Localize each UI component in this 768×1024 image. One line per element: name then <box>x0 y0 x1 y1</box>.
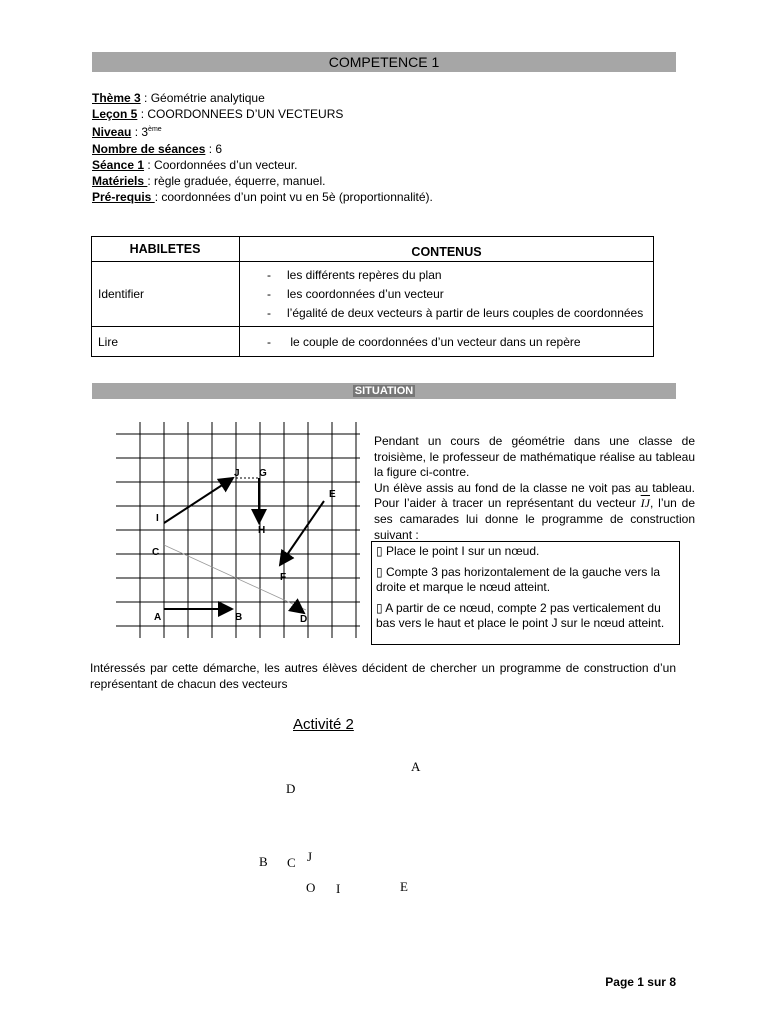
competence-banner <box>92 52 676 72</box>
header-contenus: CONTENUS <box>240 237 654 262</box>
table-header-row <box>92 237 654 262</box>
label-f: F <box>280 572 287 583</box>
habilete-cell: Identifier <box>92 262 240 327</box>
habiletes-table <box>91 236 654 357</box>
vector-grid-figure <box>110 420 365 642</box>
materiels-line: Matériels : règle graduée, équerre, manuel. <box>92 174 326 189</box>
activity-point-d: D <box>286 781 296 796</box>
grid-lines <box>116 422 360 638</box>
prerequis-line: Pré-requis : coordonnées d’un point vu en 5è (proportionnalité). <box>92 190 433 205</box>
lesson-meta <box>92 90 433 205</box>
contenus-cell <box>240 327 654 357</box>
label-e: E <box>329 489 336 500</box>
d-arrow <box>296 607 304 613</box>
habilete-cell: Lire <box>92 327 240 357</box>
table-row <box>92 327 654 357</box>
theme-line: Thème 3 : Géométrie analytique <box>92 91 265 105</box>
activity-point-b: B <box>259 854 268 869</box>
list-item: - le couple de coordonnées d’un vecteur dans un repère <box>267 334 581 349</box>
label-a: A <box>154 612 162 623</box>
list-item: - les coordonnées d’un vecteur <box>267 287 444 301</box>
niveau-line: Niveau : 3ème <box>92 125 162 140</box>
situation-title: SITUATION <box>354 385 414 397</box>
label-c: C <box>152 547 160 558</box>
label-g: G <box>259 468 267 479</box>
list-item: - l’égalité de deux vecteurs à partir de leurs couples de coordonnées <box>267 306 644 320</box>
lecon-line: Leçon 5 : COORDONNEES D’UN VECTEURS <box>92 107 344 122</box>
situation-banner <box>92 383 676 399</box>
activity-point-e: E <box>400 879 408 894</box>
seance-line: Séance 1 : Coordonnées d’un vecteur. <box>92 157 298 172</box>
vector-ef <box>280 501 324 565</box>
table-row <box>92 262 654 327</box>
follow-up-text: Intéressés par cette démarche, les autres élèves décident de chercher un programme de construction d’un représentant de chacun des vecteurs <box>90 661 676 691</box>
label-i: I <box>156 513 159 524</box>
situation-paragraph-2: Un élève assis au fond de la classe ne voit pas au tableau. Pour l’aider à tracer un représentant du vecteur $\overline{IJ}$, l’un de ses camarades lui donne le programme de construction suivant : <box>374 480 695 542</box>
activity-title: Activité 2 <box>293 716 354 733</box>
construction-program-box <box>371 541 680 645</box>
situation-text <box>374 434 695 543</box>
program-step: ▯ A partir de ce nœud, compte 2 pas verticalement du bas vers le haut et place le point J sur le nœud atteint. <box>376 600 665 630</box>
program-step: ▯ Compte 3 pas horizontalement de la gauche vers la droite et marque le nœud atteint. <box>376 564 661 594</box>
activity-point-o: O <box>306 880 316 895</box>
program-step: ▯ Place le point I sur un nœud. <box>376 544 540 558</box>
activity-point-c: C <box>287 855 296 870</box>
label-b: B <box>235 612 243 623</box>
label-h: H <box>258 525 266 536</box>
label-j: J <box>234 468 240 479</box>
seances-line: Nombre de séances : 6 <box>92 141 223 156</box>
list-item: - les différents repères du plan <box>267 268 442 282</box>
competence-title: COMPETENCE 1 <box>328 54 440 70</box>
label-d: D <box>300 614 308 625</box>
page-number: Page 1 sur 8 <box>605 975 676 989</box>
activity-point-a: A <box>411 759 421 774</box>
vector-ij <box>164 478 233 523</box>
situation-paragraph-1: Pendant un cours de géométrie dans une classe de troisième, le professeur de mathématique réalise au tableau la figure ci-contre. <box>374 434 695 480</box>
contenus-cell <box>240 262 654 327</box>
activity-point-i: I <box>336 881 341 896</box>
activity-point-j: J <box>307 849 313 864</box>
vector-ij-symbol: $\overline{IJ}$ <box>640 496 650 511</box>
header-habiletes: HABILETES <box>92 237 240 262</box>
